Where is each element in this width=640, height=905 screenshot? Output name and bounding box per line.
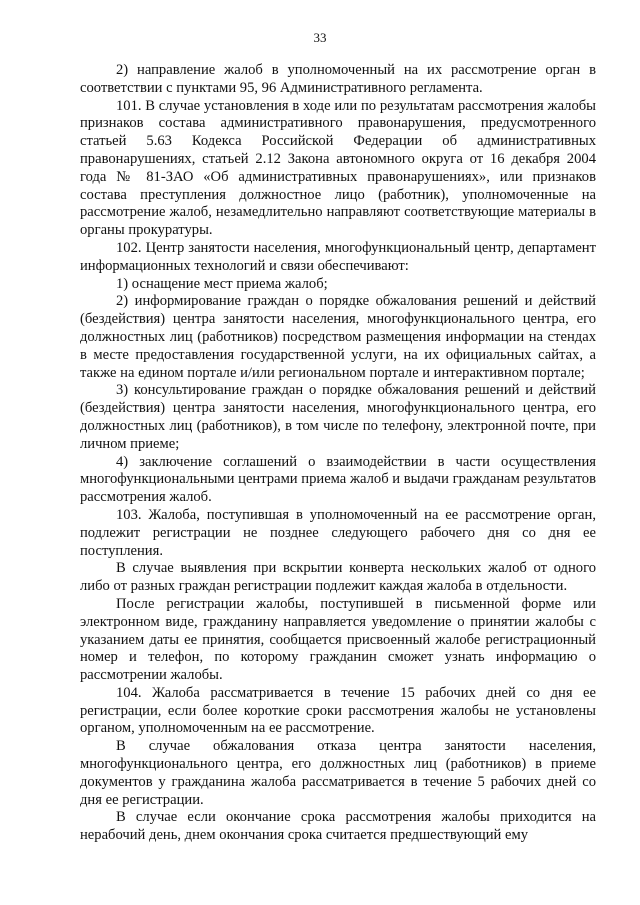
document-body — [80, 62, 596, 845]
paragraph-101: 101. В случае установления в ходе или по результатам рассмотрения жалобы признаков состава административного правонарушения, предусмотренного статьей 5.63 Кодекса Российской Федерации об административных правонарушениях, статьей 2.12 Закона автономного округа от 16 декабря 2004 года № 81-ЗАО «Об административных правонарушениях», или признаков состава преступления должностное лицо (работник), уполномоченные на рассмотрение жалоб, незамедлительно направляют соответствующие материалы в органы прокуратуры. — [80, 97, 596, 239]
paragraph-102-item-3: 3) консультирование граждан о порядке обжалования решений и действий (бездействия) центра занятости населения, многофункционального центра, его должностных лиц (работников), в том числе по телефону, электронной почте, при личном приеме; — [80, 382, 596, 452]
paragraph-102-item-2: 2) информирование граждан о порядке обжалования решений и действий (бездействия) центра занятости населения, многофункционального центра, его должностных лиц (работников) посредством размещения информации на стендах в месте предоставления государственной услуги, на их официальных сайтах, а также на едином портале и/или региональном портале и интерактивном портале; — [80, 293, 596, 381]
paragraph-103-envelope: В случае выявления при вскрытии конверта нескольких жалоб от одного либо от разных граждан регистрации подлежит каждая жалоба в отдельности. — [80, 560, 596, 595]
paragraph-item-2-direction: 2) направление жалоб в уполномоченный на их рассмотрение орган в соответствии с пунктами 95, 96 Административного регламента. — [80, 62, 596, 96]
paragraph-102-item-1: 1) оснащение мест приема жалоб; — [116, 275, 328, 292]
paragraph-104: 104. Жалоба рассматривается в течение 15 рабочих дней со дня ее регистрации, если более короткие сроки рассмотрения жалобы не установлены органом, уполномоченным на ее рассмотрение. — [80, 684, 596, 737]
paragraph-102: 102. Центр занятости населения, многофункциональный центр, департамент информационных технологий и связи обеспечивают: — [80, 239, 596, 274]
paragraph-103: 103. Жалоба, поступившая в уполномоченный на ее рассмотрение орган, подлежит регистрации не позднее следующего рабочего дня со дня ее поступления. — [80, 506, 596, 559]
page-number: 33 — [313, 30, 327, 45]
paragraph-102-item-4: 4) заключение соглашений о взаимодействии в части осуществления многофункциональными центрами приема жалоб и выдачи гражданам результатов рассмотрения жалоб. — [80, 453, 596, 506]
paragraph-103-registration-notice: После регистрации жалобы, поступившей в письменной форме или электронном виде, гражданину направляется уведомление о принятии жалобы с указанием даты ее принятия, сообщается присвоенный жалобе регистрационный номер и телефон, по которому гражданин сможет узнать информацию о рассмотрении жалобы. — [80, 595, 596, 684]
paragraph-104-refusal: В случае обжалования отказа центра занятости населения, многофункционального центра, его должностных лиц (работников) в приеме документов у гражданина жалоба рассматривается в течение 5 рабочих дней со дня ее регистрации. — [80, 738, 596, 808]
paragraph-104-nonworking-day: В случае если окончание срока рассмотрения жалобы приходится на нерабочий день, днем окончания срока считается предшествующий ему — [80, 809, 596, 844]
